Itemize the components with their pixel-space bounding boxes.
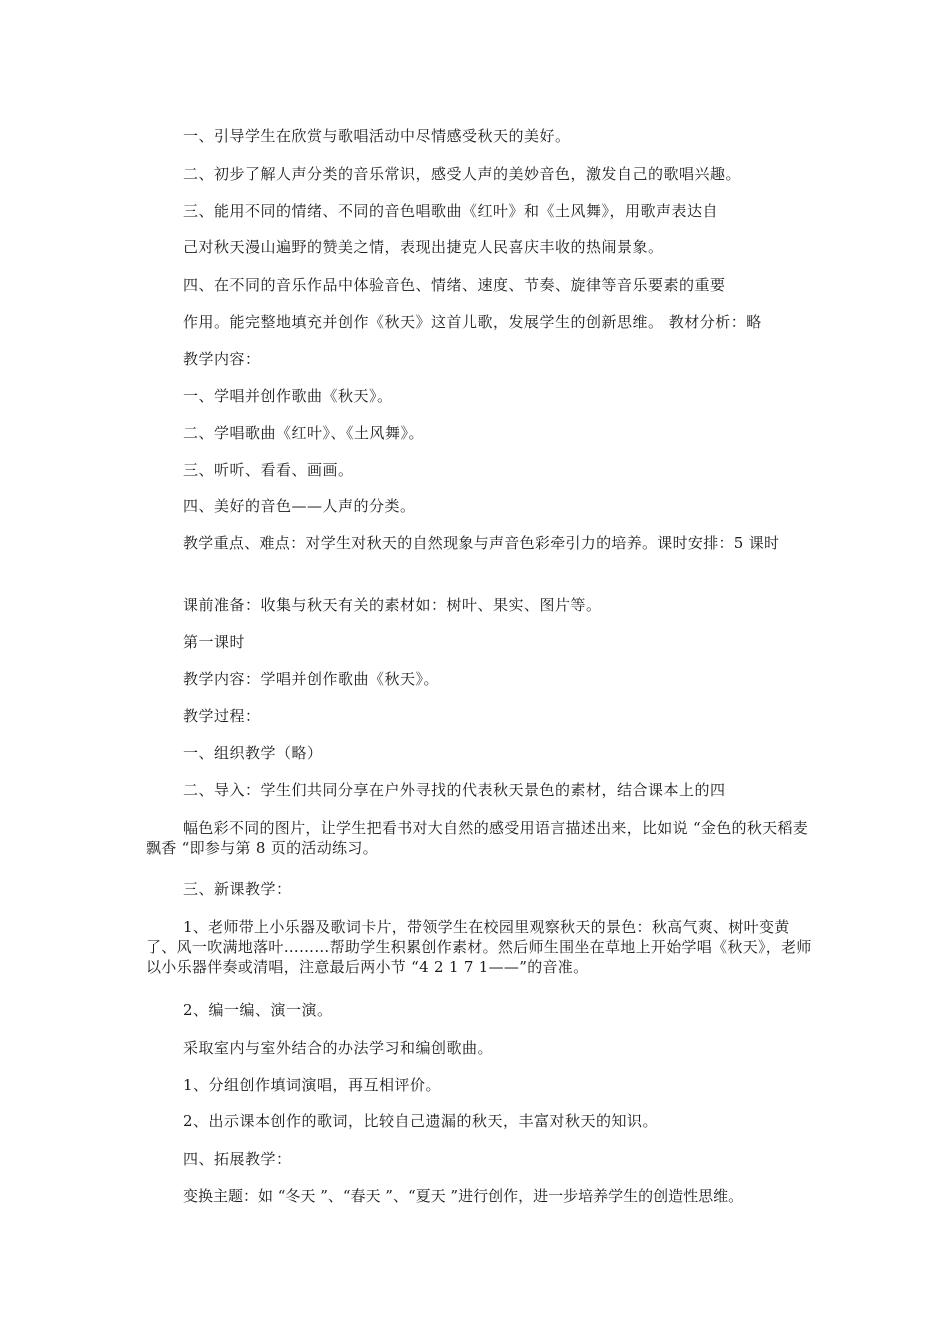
method: 采取室内与室外结合的办法学习和编创歌曲。	[183, 1039, 494, 1057]
goal-2: 二、初步了解人声分类的音乐常识，感受人声的美妙音色，激发自己的歌唱兴趣。	[183, 165, 742, 183]
new-lesson-heading: 三、新课教学：	[183, 880, 292, 898]
preparation: 课前准备：收集与秋天有关的素材如：树叶、果实、图片等。	[183, 596, 602, 614]
intro-text: 幅色彩不同的图片，让学生把看书对大自然的感受用语言描述出来，比如说 “金色的秋天稻麦飘香 “即参与第 8 页的活动练习。	[146, 819, 809, 857]
goal-3-line-1: 三、能用不同的情绪、不同的音色唱歌曲《红叶》和《土风舞》，用歌声表达自	[183, 202, 719, 220]
group-step-2: 2、出示课本创作的歌词，比较自己遗漏的秋天，丰富对秋天的知识。	[183, 1112, 659, 1130]
lesson-1-heading: 第一课时	[183, 633, 246, 651]
goal-4-line-2: 作用。能完整地填充并创作《秋天》这首儿歌，发展学生的创新思维。 教材分析：略	[183, 313, 762, 331]
key-points-paragraph	[146, 533, 814, 553]
activity-text: 1、老师带上小乐器及歌词卡片，带领学生在校园里观察秋天的景色：秋高气爽、树叶变黄了、风一吹满地落叶………帮助学生积累创作素材。然后师生围坐在草地上开始学唱《秋天》，老师以小乐器伴奏或清唱，注意最后两小节 “4 2 1 7 1——”的音准。	[146, 918, 812, 976]
process-step-2-line-1: 二、导入：学生们共同分享在户外寻找的代表秋天景色的素材，结合课本上的四	[183, 781, 726, 799]
goal-1: 一、引导学生在欣赏与歌唱活动中尽情感受秋天的美好。	[183, 127, 571, 145]
process-heading: 教学过程：	[183, 707, 261, 725]
content-item-2: 二、学唱歌曲《红叶》、《土风舞》。	[183, 424, 425, 442]
content-item-1: 一、学唱并创作歌曲《秋天》。	[183, 387, 393, 405]
goal-3-line-2: 己对秋天漫山遍野的赞美之情，表现出捷克人民喜庆丰收的热闹景象。	[183, 238, 664, 256]
key-points-text: 教学重点、难点：对学生对秋天的自然现象与声音色彩牵引力的培养。课时安排：5 课时	[183, 534, 780, 552]
intro-paragraph	[146, 818, 814, 858]
content-item-3: 三、听听、看看、画画。	[183, 461, 354, 479]
extension-heading: 四、拓展教学：	[183, 1150, 292, 1168]
lesson-1-content: 教学内容：学唱并创作歌曲《秋天》。	[183, 670, 440, 688]
extension-text: 变换主题：如 “冬天 ”、“春天 ”、“夏天 ”进行创作，进一步培养学生的创造性思维。	[183, 1187, 744, 1205]
activity-paragraph	[146, 917, 814, 977]
goal-4-line-1: 四、在不同的音乐作品中体验音色、情绪、速度、节奏、旋律等音乐要素的重要	[183, 276, 726, 294]
content-item-4: 四、美好的音色——人声的分类。	[183, 497, 416, 515]
step-2: 2、编一编、演一演。	[183, 1001, 333, 1019]
content-heading: 教学内容：	[183, 350, 261, 368]
group-step-1: 1、分组创作填词演唱，再互相评价。	[183, 1076, 442, 1094]
process-step-1: 一、组织教学（略）	[183, 744, 323, 762]
